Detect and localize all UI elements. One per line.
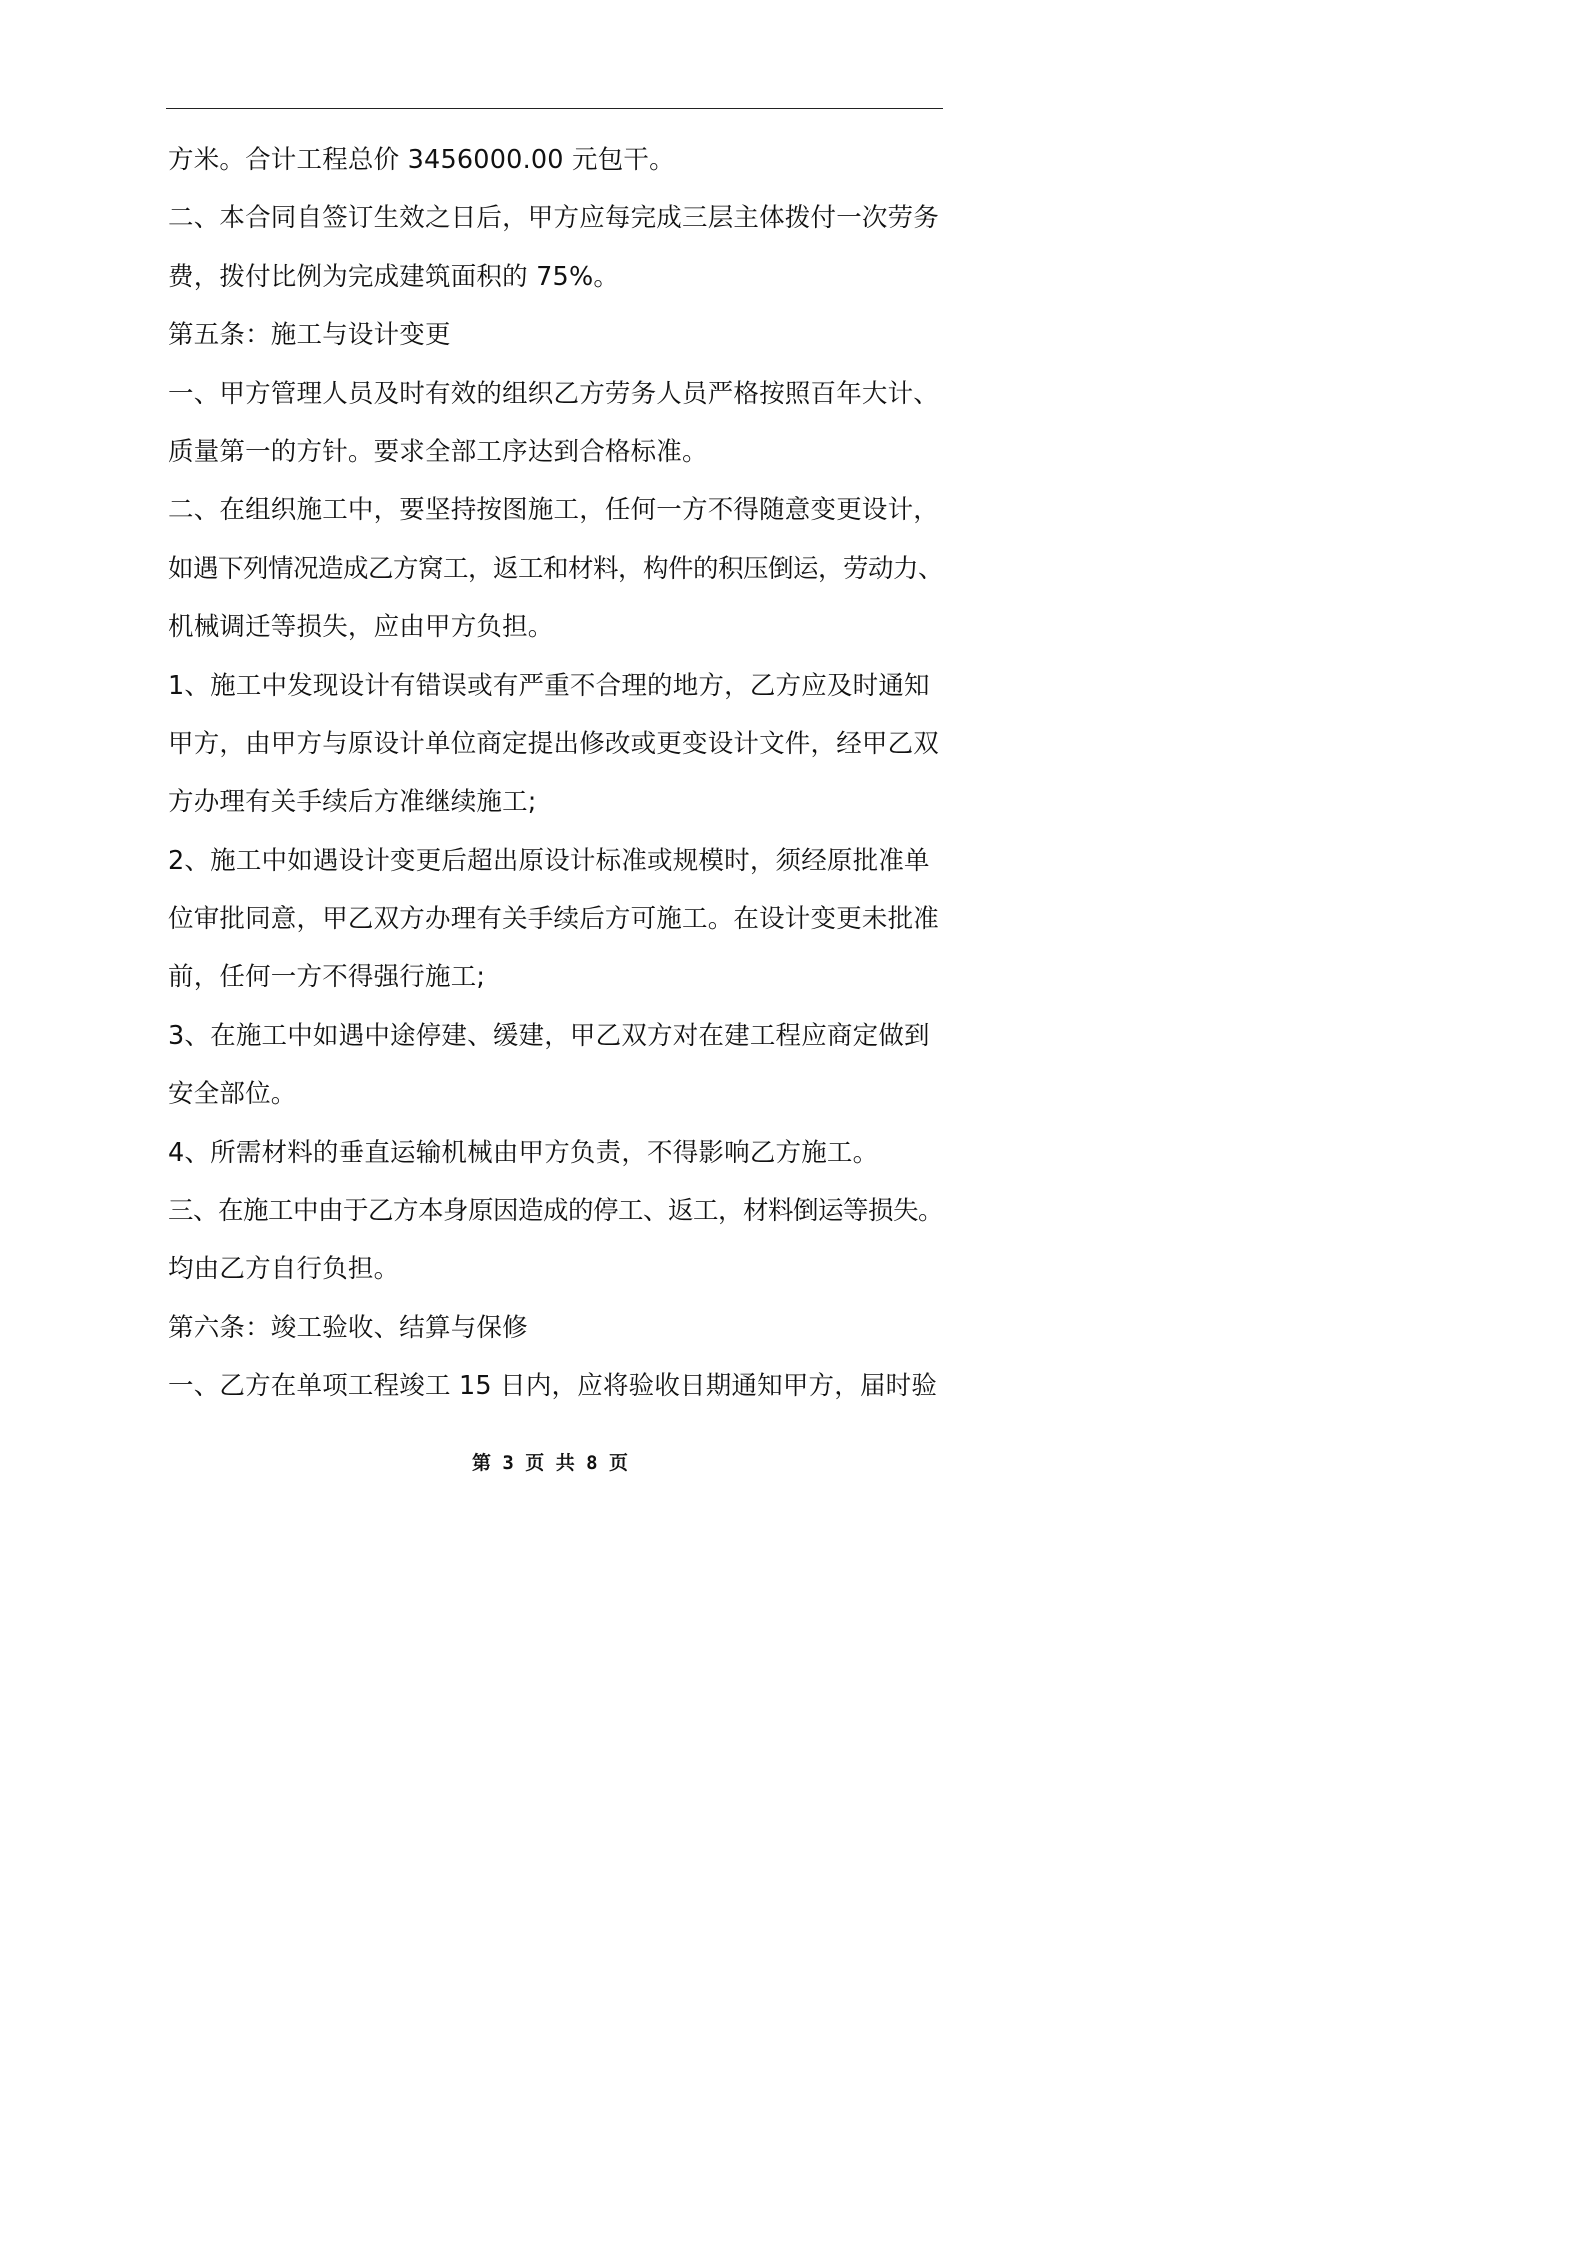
text-line: 前，任何一方不得强行施工; (168, 962, 486, 993)
section-heading: 第六条：竣工验收、结算与保修 (168, 1312, 528, 1343)
text-line: 机械调迁等损失，应由甲方负担。 (168, 612, 554, 643)
header-rule (166, 108, 943, 109)
section-heading: 第五条：施工与设计变更 (168, 320, 451, 351)
text-line: 3、在施工中如遇中途停建、缓建，甲乙双方对在建工程应商定做到 (168, 1020, 930, 1051)
text-line: 甲方，由甲方与原设计单位商定提出修改或更变设计文件，经甲乙双 (168, 728, 940, 759)
text-line: 1、施工中发现设计有错误或有严重不合理的地方，乙方应及时通知 (168, 670, 930, 701)
text-line: 2、施工中如遇设计变更后超出原设计标准或规模时，须经原批准单 (168, 845, 930, 876)
text-line: 质量第一的方针。要求全部工序达到合格标准。 (168, 436, 708, 467)
document-body (168, 131, 948, 1416)
text-line: 二、在组织施工中，要坚持按图施工，任何一方不得随意变更设计， (168, 495, 940, 526)
text-line: 费，拨付比例为完成建筑面积的 75%。 (168, 261, 620, 292)
text-line: 一、甲方管理人员及时有效的组织乙方劳务人员严格按照百年大计、 (168, 378, 940, 409)
text-line: 安全部位。 (168, 1079, 297, 1110)
text-line: 方米。合计工程总价 3456000.00 元包干。 (168, 145, 675, 175)
text-line: 一、乙方在单项工程竣工 15 日内，应将验收日期通知甲方，届时验 (168, 1371, 938, 1402)
text-line: 三、在施工中由于乙方本身原因造成的停工、返工，材料倒运等损失。 (168, 1196, 944, 1227)
text-line: 二、本合同自签订生效之日后，甲方应每完成三层主体拨付一次劳务 (168, 203, 940, 234)
text-line: 4、所需材料的垂直运输机械由甲方负责，不得影响乙方施工。 (168, 1137, 879, 1168)
text-line: 位审批同意，甲乙双方办理有关手续后方可施工。在设计变更未批准 (168, 904, 940, 935)
page-number: 第 3 页 共 8 页 (471, 1452, 629, 1474)
text-line: 方办理有关手续后方准继续施工; (168, 787, 537, 818)
text-line: 均由乙方自行负担。 (168, 1254, 400, 1285)
text-line: 如遇下列情况造成乙方窝工，返工和材料，构件的积压倒运，劳动力、 (168, 553, 944, 584)
